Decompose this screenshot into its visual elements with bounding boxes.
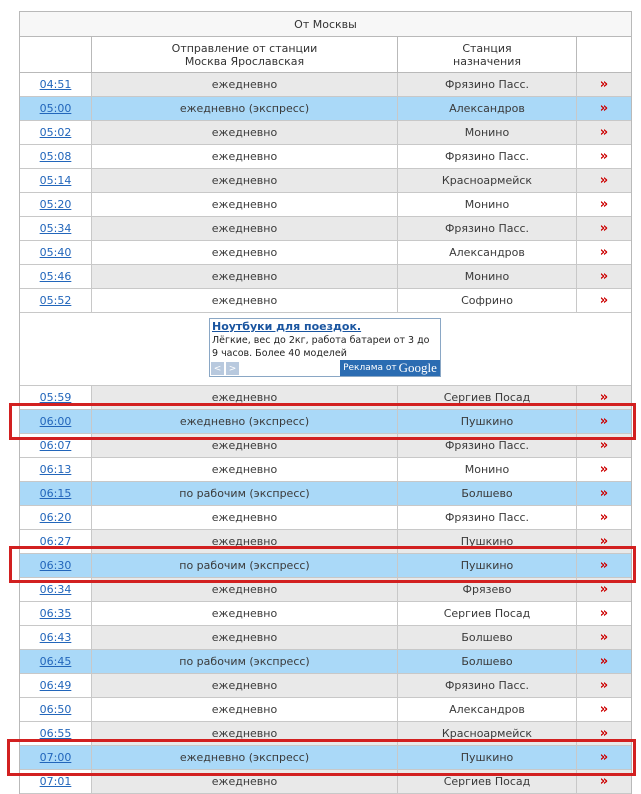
details-arrow-link[interactable]: » <box>599 774 609 789</box>
destination-cell: Фрязево <box>397 578 576 601</box>
departure-time-link[interactable]: 06:07 <box>39 439 72 452</box>
details-cell <box>576 265 631 288</box>
table-row <box>20 746 631 770</box>
table-row <box>20 674 631 698</box>
table-row <box>20 410 631 434</box>
details-arrow-link[interactable]: » <box>599 149 609 164</box>
destination-cell: Александров <box>397 97 576 120</box>
departure-time-link[interactable]: 06:15 <box>39 487 72 500</box>
table-row <box>20 650 631 674</box>
destination-cell: Пушкино <box>397 410 576 433</box>
ad-text: Лёгкие, вес до 2кг, работа батареи от 3 до 9 часов. Более 40 моделей <box>212 335 430 359</box>
time-cell <box>20 73 91 96</box>
table-header <box>20 37 631 73</box>
details-cell <box>576 410 631 433</box>
time-cell <box>20 241 91 264</box>
destination-cell: Монино <box>397 265 576 288</box>
details-arrow-link[interactable]: » <box>599 197 609 212</box>
details-arrow-link[interactable]: » <box>599 726 609 741</box>
details-cell <box>576 241 631 264</box>
schedule-cell: ежедневно <box>91 674 397 697</box>
ads-by-google-link[interactable] <box>340 360 440 376</box>
departure-time-link[interactable]: 05:20 <box>39 198 72 211</box>
schedule-table <box>19 11 632 794</box>
time-cell <box>20 458 91 481</box>
departure-time-link[interactable]: 06:49 <box>39 679 72 692</box>
departure-time-link[interactable]: 05:02 <box>39 126 72 139</box>
departure-time-link[interactable]: 07:00 <box>39 751 72 764</box>
details-arrow-link[interactable]: » <box>599 438 609 453</box>
header-destination-line2: назначения <box>453 54 521 68</box>
time-cell <box>20 698 91 721</box>
time-cell <box>20 97 91 120</box>
departure-time-link[interactable]: 06:43 <box>39 631 72 644</box>
rows-after-ad <box>20 386 631 794</box>
schedule-cell: ежедневно <box>91 602 397 625</box>
schedule-cell: ежедневно <box>91 434 397 457</box>
schedule-cell: ежедневно <box>91 265 397 288</box>
time-cell <box>20 530 91 553</box>
header-departure-line1: Отправление от станции <box>171 41 318 55</box>
details-cell <box>576 650 631 673</box>
time-cell <box>20 578 91 601</box>
schedule-cell: ежедневно <box>91 217 397 240</box>
schedule-cell: ежедневно <box>91 698 397 721</box>
schedule-cell: ежедневно <box>91 169 397 192</box>
header-departure <box>91 37 397 72</box>
details-cell <box>576 482 631 505</box>
time-cell <box>20 289 91 312</box>
destination-cell: Александров <box>397 241 576 264</box>
time-cell <box>20 217 91 240</box>
details-cell <box>576 169 631 192</box>
table-row <box>20 530 631 554</box>
departure-time-link[interactable]: 06:45 <box>39 655 72 668</box>
schedule-cell: ежедневно <box>91 289 397 312</box>
schedule-cell: ежедневно <box>91 722 397 745</box>
details-cell <box>576 217 631 240</box>
departure-time-link[interactable]: 04:51 <box>39 78 72 91</box>
details-cell <box>576 193 631 216</box>
destination-cell: Пушкино <box>397 746 576 769</box>
schedule-cell: ежедневно <box>91 386 397 409</box>
details-cell <box>576 674 631 697</box>
schedule-cell: ежедневно <box>91 578 397 601</box>
details-arrow-link[interactable]: » <box>599 510 609 525</box>
details-arrow-link[interactable]: » <box>599 582 609 597</box>
time-cell <box>20 506 91 529</box>
schedule-cell: ежедневно <box>91 241 397 264</box>
time-cell <box>20 626 91 649</box>
departure-time-link[interactable]: 06:20 <box>39 511 72 524</box>
details-cell <box>576 602 631 625</box>
schedule-cell: ежедневно <box>91 458 397 481</box>
departure-time-link[interactable]: 06:13 <box>39 463 72 476</box>
destination-cell: Красноармейск <box>397 722 576 745</box>
destination-cell: Фрязино Пасс. <box>397 145 576 168</box>
details-cell <box>576 578 631 601</box>
table-row <box>20 482 631 506</box>
details-cell <box>576 554 631 577</box>
departure-time-link[interactable]: 06:00 <box>39 415 72 428</box>
schedule-cell: по рабочим (экспресс) <box>91 554 397 577</box>
details-arrow-link[interactable]: » <box>599 606 609 621</box>
table-row <box>20 506 631 530</box>
details-arrow-link[interactable]: » <box>599 293 609 308</box>
details-arrow-link[interactable]: » <box>599 101 609 116</box>
schedule-cell: ежедневно <box>91 530 397 553</box>
departure-time-link[interactable]: 05:46 <box>39 270 72 283</box>
table-row <box>20 554 631 578</box>
schedule-cell: ежедневно <box>91 770 397 793</box>
details-arrow-link[interactable]: » <box>599 77 609 92</box>
table-row <box>20 97 631 121</box>
table-title: От Москвы <box>20 11 631 37</box>
table-row <box>20 722 631 746</box>
departure-time-link[interactable]: 05:40 <box>39 246 72 259</box>
departure-time-link[interactable]: 05:59 <box>39 391 72 404</box>
details-cell <box>576 530 631 553</box>
header-destination-line1: Станция <box>462 41 512 55</box>
details-cell <box>576 626 631 649</box>
schedule-cell: ежедневно <box>91 506 397 529</box>
time-cell <box>20 169 91 192</box>
schedule-cell: ежедневно <box>91 193 397 216</box>
time-cell <box>20 770 91 793</box>
header-link-column <box>576 37 631 72</box>
ad-next-button[interactable]: > <box>226 362 239 375</box>
details-cell <box>576 289 631 312</box>
details-arrow-link[interactable]: » <box>599 558 609 573</box>
schedule-cell: ежедневно (экспресс) <box>91 746 397 769</box>
destination-cell: Александров <box>397 698 576 721</box>
details-cell <box>576 73 631 96</box>
destination-cell: Фрязино Пасс. <box>397 217 576 240</box>
departure-time-link[interactable]: 07:01 <box>39 775 72 788</box>
time-cell <box>20 554 91 577</box>
destination-cell: Сергиев Посад <box>397 770 576 793</box>
time-cell <box>20 482 91 505</box>
details-cell <box>576 97 631 120</box>
details-cell <box>576 386 631 409</box>
destination-cell: Сергиев Посад <box>397 602 576 625</box>
header-destination <box>397 37 576 72</box>
ad-row <box>20 313 631 386</box>
departure-time-link[interactable]: 05:14 <box>39 174 72 187</box>
departure-time-link[interactable]: 05:08 <box>39 150 72 163</box>
departure-time-link[interactable]: 06:30 <box>39 559 72 572</box>
destination-cell: Пушкино <box>397 530 576 553</box>
departure-time-link[interactable]: 05:34 <box>39 222 72 235</box>
details-arrow-link[interactable]: » <box>599 390 609 405</box>
destination-cell: Монино <box>397 458 576 481</box>
details-arrow-link[interactable]: » <box>599 269 609 284</box>
details-cell <box>576 770 631 793</box>
header-time-column <box>20 37 91 72</box>
details-arrow-link[interactable]: » <box>599 221 609 236</box>
destination-cell: Фрязино Пасс. <box>397 506 576 529</box>
table-row <box>20 169 631 193</box>
destination-cell: Фрязино Пасс. <box>397 73 576 96</box>
details-arrow-link[interactable]: » <box>599 654 609 669</box>
destination-cell: Монино <box>397 121 576 144</box>
google-ad-block[interactable] <box>209 318 441 377</box>
table-row <box>20 265 631 289</box>
details-cell <box>576 458 631 481</box>
time-cell <box>20 434 91 457</box>
destination-cell: Софрино <box>397 289 576 312</box>
departure-time-link[interactable]: 06:27 <box>39 535 72 548</box>
table-row <box>20 602 631 626</box>
table-row <box>20 770 631 794</box>
table-row <box>20 145 631 169</box>
details-arrow-link[interactable]: » <box>599 630 609 645</box>
details-arrow-link[interactable]: » <box>599 125 609 140</box>
details-cell <box>576 506 631 529</box>
details-cell <box>576 145 631 168</box>
time-cell <box>20 674 91 697</box>
schedule-cell: ежедневно (экспресс) <box>91 410 397 433</box>
schedule-cell: ежедневно (экспресс) <box>91 97 397 120</box>
schedule-cell: ежедневно <box>91 145 397 168</box>
details-arrow-link[interactable]: » <box>599 245 609 260</box>
details-arrow-link[interactable]: » <box>599 173 609 188</box>
details-cell <box>576 698 631 721</box>
details-arrow-link[interactable]: » <box>599 678 609 693</box>
table-row <box>20 626 631 650</box>
table-row <box>20 289 631 313</box>
table-row <box>20 193 631 217</box>
details-arrow-link[interactable]: » <box>599 702 609 717</box>
time-cell <box>20 410 91 433</box>
details-arrow-link[interactable]: » <box>599 462 609 477</box>
table-row <box>20 73 631 97</box>
destination-cell: Болшево <box>397 626 576 649</box>
header-departure-line2: Москва Ярославская <box>184 54 305 68</box>
schedule-cell: ежедневно <box>91 73 397 96</box>
details-cell <box>576 434 631 457</box>
time-cell <box>20 602 91 625</box>
rows-before-ad <box>20 73 631 313</box>
details-cell <box>576 746 631 769</box>
schedule-cell: по рабочим (экспресс) <box>91 650 397 673</box>
details-arrow-link[interactable]: » <box>599 486 609 501</box>
ad-nav <box>211 362 241 375</box>
ad-prev-button[interactable]: < <box>211 362 224 375</box>
details-arrow-link[interactable]: » <box>599 414 609 429</box>
details-cell <box>576 121 631 144</box>
time-cell <box>20 265 91 288</box>
table-row <box>20 241 631 265</box>
details-cell <box>576 722 631 745</box>
destination-cell: Фрязино Пасс. <box>397 674 576 697</box>
table-row <box>20 121 631 145</box>
destination-cell: Пушкино <box>397 554 576 577</box>
time-cell <box>20 145 91 168</box>
table-row <box>20 386 631 410</box>
table-row <box>20 698 631 722</box>
destination-cell: Болшево <box>397 482 576 505</box>
time-cell <box>20 386 91 409</box>
departure-time-link[interactable]: 05:52 <box>39 294 72 307</box>
table-row <box>20 458 631 482</box>
schedule-cell: по рабочим (экспресс) <box>91 482 397 505</box>
destination-cell: Болшево <box>397 650 576 673</box>
ad-brand-prefix: Реклама от <box>343 363 397 373</box>
time-cell <box>20 746 91 769</box>
table-row <box>20 217 631 241</box>
departure-time-link[interactable]: 05:00 <box>39 102 72 115</box>
departure-time-link[interactable]: 06:35 <box>39 607 72 620</box>
time-cell <box>20 121 91 144</box>
ad-brand-name: Google <box>398 360 437 375</box>
destination-cell: Красноармейск <box>397 169 576 192</box>
schedule-cell: ежедневно <box>91 626 397 649</box>
destination-cell: Монино <box>397 193 576 216</box>
table-row <box>20 578 631 602</box>
departure-time-link[interactable]: 06:34 <box>39 583 72 596</box>
departure-time-link[interactable]: 06:50 <box>39 703 72 716</box>
destination-cell: Фрязино Пасс. <box>397 434 576 457</box>
details-arrow-link[interactable]: » <box>599 750 609 765</box>
time-cell <box>20 722 91 745</box>
destination-cell: Сергиев Посад <box>397 386 576 409</box>
time-cell <box>20 193 91 216</box>
time-cell <box>20 650 91 673</box>
schedule-cell: ежедневно <box>91 121 397 144</box>
departure-time-link[interactable]: 06:55 <box>39 727 72 740</box>
ad-title-link[interactable]: Ноутбуки для поездок. <box>212 320 362 333</box>
details-arrow-link[interactable]: » <box>599 534 609 549</box>
table-row <box>20 434 631 458</box>
